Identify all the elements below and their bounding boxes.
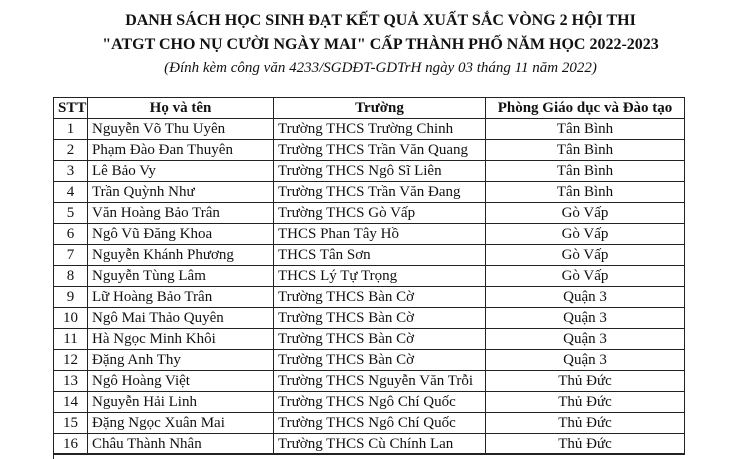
cell-name: Nguyễn Khánh Phương bbox=[88, 245, 274, 266]
cell-department: Gò Vấp bbox=[486, 266, 685, 287]
column-header-name: Họ và tên bbox=[88, 98, 274, 119]
cell-name: Trần Quỳnh Như bbox=[88, 182, 274, 203]
table-row bbox=[54, 287, 685, 308]
cell-name: Đặng Anh Thy bbox=[88, 350, 274, 371]
cell-school: THCS Tân Sơn bbox=[274, 245, 486, 266]
table-row bbox=[54, 350, 685, 371]
document-title-line-1: DANH SÁCH HỌC SINH ĐẠT KẾT QUẢ XUẤT SẮC VÒNG 2 HỘI THI bbox=[125, 12, 636, 29]
cell-name: Văn Hoàng Bảo Trân bbox=[88, 203, 274, 224]
cell-school: Trường THCS Ngô Chí Quốc bbox=[274, 413, 486, 434]
cell-school: Trường THCS Ngô Sĩ Liên bbox=[274, 161, 486, 182]
cell-department: Gò Vấp bbox=[486, 203, 685, 224]
cell-name: Hà Ngọc Minh Khôi bbox=[88, 329, 274, 350]
cell-department: Quận 3 bbox=[486, 350, 685, 371]
cell-school: Trường THCS Ngô Chí Quốc bbox=[274, 392, 486, 413]
document-subtitle: (Đính kèm công văn 4233/SGDĐT-GDTrH ngày 03 tháng 11 năm 2022) bbox=[164, 60, 597, 76]
cell-school: Trường THCS Nguyễn Văn Trỗi bbox=[274, 371, 486, 392]
cell-school: Trường THCS Bàn Cờ bbox=[274, 329, 486, 350]
cell-stt: 7 bbox=[54, 245, 88, 266]
table-row bbox=[54, 329, 685, 350]
cell-department: Tân Bình bbox=[486, 140, 685, 161]
cell-school: Trường THCS Trần Văn Đang bbox=[274, 182, 486, 203]
cell-name: Phạm Đào Đan Thuyên bbox=[88, 140, 274, 161]
column-header-stt: STT bbox=[54, 98, 88, 119]
cell-department: Gò Vấp bbox=[486, 245, 685, 266]
column-header-school: Trường bbox=[274, 98, 486, 119]
table-row bbox=[54, 308, 685, 329]
table-row bbox=[54, 434, 685, 455]
cell-stt: 9 bbox=[54, 287, 88, 308]
cell-stt: 3 bbox=[54, 161, 88, 182]
cell-school: Trường THCS Gò Vấp bbox=[274, 203, 486, 224]
cell-name: Ngô Vũ Đăng Khoa bbox=[88, 224, 274, 245]
cell-school: THCS Phan Tây Hồ bbox=[274, 224, 486, 245]
cell-name: Châu Thành Nhân bbox=[88, 434, 274, 455]
cell-department: Thủ Đức bbox=[486, 371, 685, 392]
cell-stt: 16 bbox=[54, 434, 88, 455]
cell-stt: 12 bbox=[54, 350, 88, 371]
table-row bbox=[54, 182, 685, 203]
table-row bbox=[54, 140, 685, 161]
table-row bbox=[54, 413, 685, 434]
cell-stt: 5 bbox=[54, 203, 88, 224]
cell-stt: 2 bbox=[54, 140, 88, 161]
cell-department: Quận 3 bbox=[486, 329, 685, 350]
cell-stt: 1 bbox=[54, 119, 88, 140]
cell-department: Tân Bình bbox=[486, 119, 685, 140]
cell-school: THCS Lý Tự Trọng bbox=[274, 266, 486, 287]
cell-department: Thủ Đức bbox=[486, 434, 685, 455]
cell-school: Trường THCS Bàn Cờ bbox=[274, 287, 486, 308]
cell-stt: 8 bbox=[54, 266, 88, 287]
cell-name: Ngô Hoàng Việt bbox=[88, 371, 274, 392]
table-row bbox=[54, 245, 685, 266]
cell-stt: 10 bbox=[54, 308, 88, 329]
cell-stt: 6 bbox=[54, 224, 88, 245]
table-row bbox=[54, 161, 685, 182]
cell-department: Quận 3 bbox=[486, 308, 685, 329]
cell-name: Lê Bảo Vy bbox=[88, 161, 274, 182]
table-row bbox=[54, 203, 685, 224]
cell-school: Trường THCS Bàn Cờ bbox=[274, 308, 486, 329]
table-row bbox=[54, 119, 685, 140]
document-title-line-2: "ATGT CHO NỤ CƯỜI NGÀY MAI" CẤP THÀNH PHỐ NĂM HỌC 2022-2023 bbox=[102, 36, 659, 53]
cell-name: Nguyễn Hải Linh bbox=[88, 392, 274, 413]
cell-name: Ngô Mai Thảo Quyên bbox=[88, 308, 274, 329]
cell-stt: 4 bbox=[54, 182, 88, 203]
cell-name: Đặng Ngọc Xuân Mai bbox=[88, 413, 274, 434]
cell-school: Trường THCS Trần Văn Quang bbox=[274, 140, 486, 161]
table-header-row bbox=[54, 98, 685, 119]
cell-department: Thủ Đức bbox=[486, 413, 685, 434]
column-header-department: Phòng Giáo dục và Đào tạo bbox=[486, 98, 685, 119]
cell-department: Tân Bình bbox=[486, 161, 685, 182]
table-continuation-edge bbox=[53, 453, 684, 459]
cell-department: Quận 3 bbox=[486, 287, 685, 308]
cell-department: Tân Bình bbox=[486, 182, 685, 203]
cell-department: Gò Vấp bbox=[486, 224, 685, 245]
cell-stt: 15 bbox=[54, 413, 88, 434]
cell-name: Lữ Hoàng Bảo Trân bbox=[88, 287, 274, 308]
table-row bbox=[54, 371, 685, 392]
table-row bbox=[54, 266, 685, 287]
cell-name: Nguyễn Tùng Lâm bbox=[88, 266, 274, 287]
cell-department: Thủ Đức bbox=[486, 392, 685, 413]
table-row bbox=[54, 224, 685, 245]
cell-school: Trường THCS Trường Chinh bbox=[274, 119, 486, 140]
cell-stt: 14 bbox=[54, 392, 88, 413]
student-results-table bbox=[53, 97, 685, 455]
cell-stt: 13 bbox=[54, 371, 88, 392]
cell-name: Nguyễn Võ Thu Uyên bbox=[88, 119, 274, 140]
table-row bbox=[54, 392, 685, 413]
cell-school: Trường THCS Cù Chính Lan bbox=[274, 434, 486, 455]
cell-school: Trường THCS Bàn Cờ bbox=[274, 350, 486, 371]
cell-stt: 11 bbox=[54, 329, 88, 350]
